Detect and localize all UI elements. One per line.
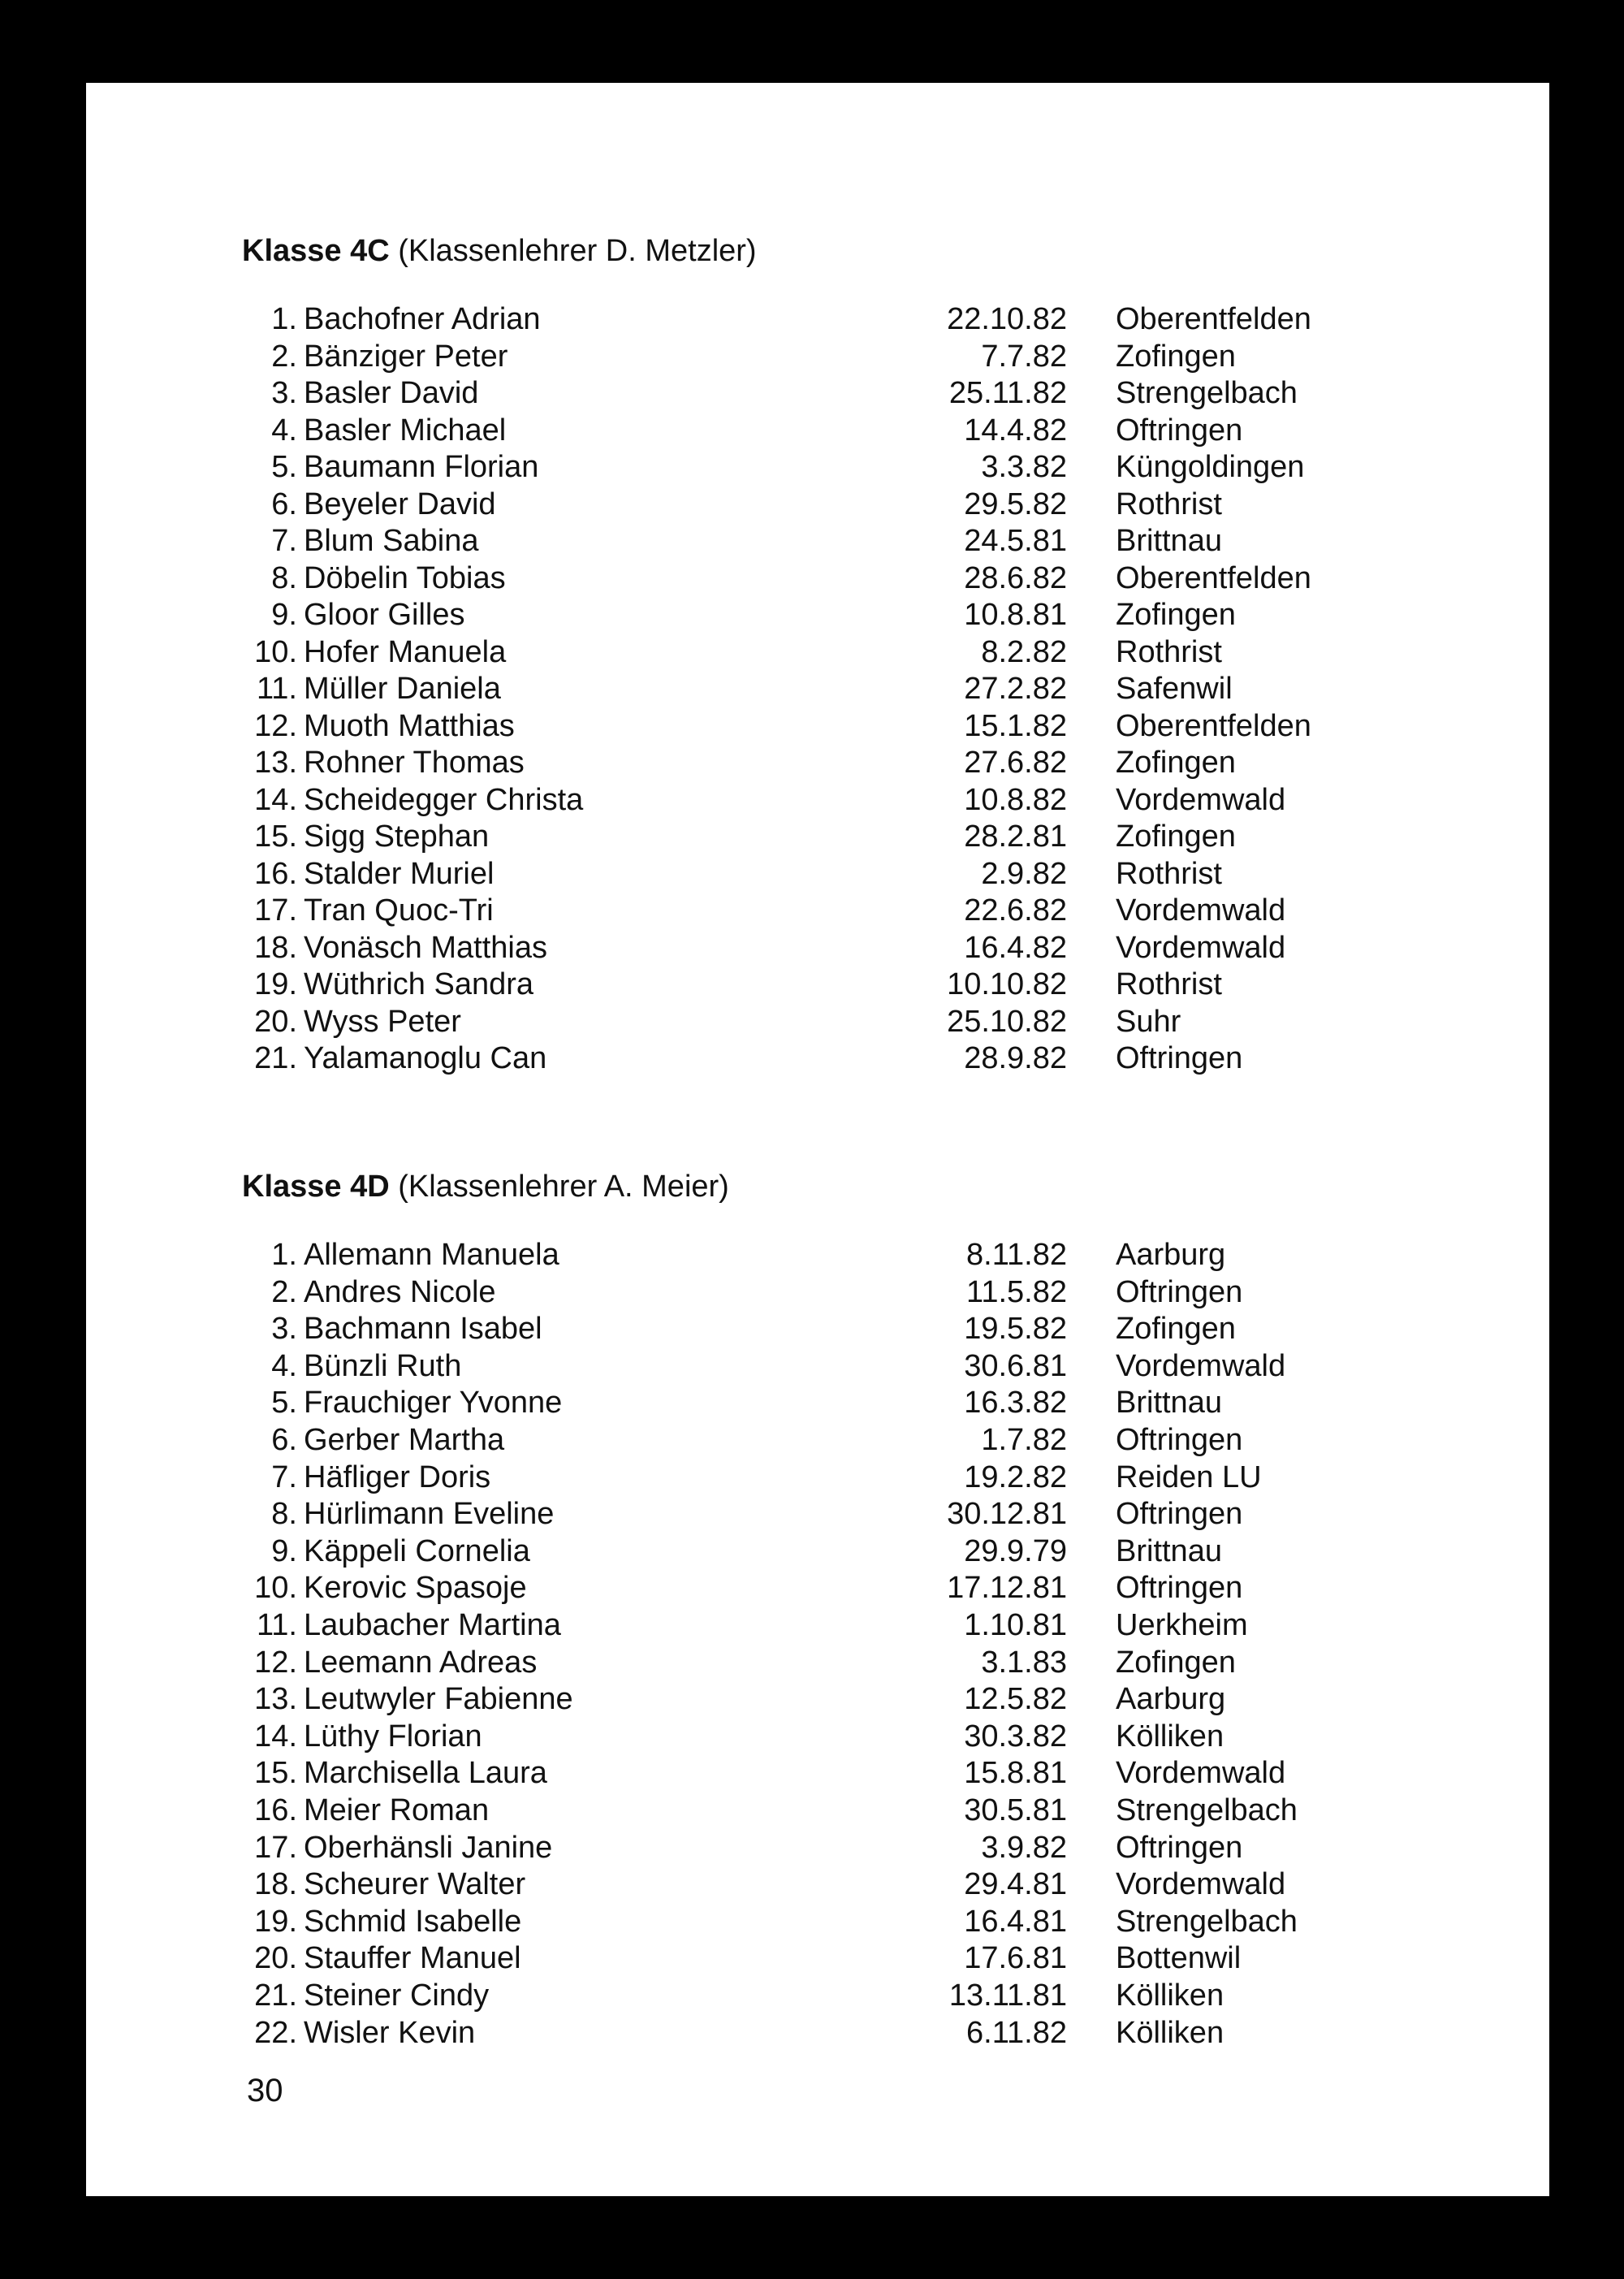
student-row [86,2016,1549,2052]
birth-date: 15.1.82 [964,708,1067,743]
row-number: 14. [254,782,297,817]
birth-date: 1.10.81 [964,1608,1067,1642]
student-name: Leemann Adreas [304,1645,538,1680]
row-number: 2. [271,339,297,374]
student-row [86,783,1549,819]
home-town: Oftringen [1116,1571,1243,1606]
student-name: Laubacher Martina [304,1608,561,1642]
student-name: Bünzli Ruth [304,1348,462,1383]
row-number: 6. [271,1423,297,1457]
student-name: Vonäsch Matthias [304,930,547,965]
student-row [86,1941,1549,1978]
row-number: 13. [254,746,297,780]
student-row [86,857,1549,893]
student-name: Sigg Stephan [304,819,490,854]
section-subtitle: (Klassenlehrer D. Metzler) [398,234,757,268]
birth-date: 27.6.82 [964,746,1067,780]
birth-date: 24.5.81 [964,524,1067,558]
student-name: Käppeli Cornelia [304,1533,530,1568]
student-name: Steiner Cindy [304,1978,490,2013]
student-row [86,1756,1549,1792]
student-name: Stauffer Manuel [304,1941,521,1976]
home-town: Vordemwald [1116,1756,1286,1791]
row-number: 8. [271,1497,297,1532]
student-name: Lüthy Florian [304,1719,482,1754]
student-name: Baumann Florian [304,450,539,484]
birth-date: 15.8.81 [964,1756,1067,1791]
birth-date: 16.4.82 [964,930,1067,965]
section-title: Klasse 4D [242,1170,390,1204]
home-town: Aarburg [1116,1682,1226,1717]
section-title: Klasse 4C [242,234,390,268]
row-number: 1. [271,302,297,336]
home-town: Vordemwald [1116,930,1286,965]
row-number: 18. [254,930,297,965]
birth-date: 10.8.81 [964,598,1067,632]
student-row [86,1275,1549,1312]
student-row [86,1534,1549,1571]
document-page [86,83,1549,2196]
row-number: 9. [271,598,297,632]
home-town: Zofingen [1116,339,1236,374]
row-number: 16. [254,856,297,891]
home-town: Oberentfelden [1116,560,1311,595]
row-number: 10. [254,1571,297,1606]
student-name: Schmid Isabelle [304,1904,522,1939]
birth-date: 8.2.82 [981,634,1067,669]
birth-date: 3.9.82 [981,1830,1067,1865]
student-name: Müller Daniela [304,672,501,706]
student-row [86,1497,1549,1533]
student-row [86,635,1549,672]
home-town: Küngoldingen [1116,450,1305,484]
student-row [86,302,1549,339]
student-name: Basler David [304,376,479,410]
student-row [86,487,1549,524]
row-number: 18. [254,1867,297,1902]
row-number: 16. [254,1793,297,1827]
birth-date: 29.5.82 [964,487,1067,521]
home-town: Zofingen [1116,746,1236,780]
birth-date: 25.10.82 [947,1004,1067,1039]
student-row [86,1682,1549,1719]
birth-date: 17.6.81 [964,1941,1067,1976]
student-row [86,967,1549,1004]
student-name: Muoth Matthias [304,708,515,743]
birth-date: 30.6.81 [964,1348,1067,1383]
home-town: Vordemwald [1116,1867,1286,1902]
row-number: 3. [271,1312,297,1347]
birth-date: 17.12.81 [947,1571,1067,1606]
birth-date: 22.10.82 [947,302,1067,336]
home-town: Kölliken [1116,1719,1224,1754]
student-name: Meier Roman [304,1793,490,1827]
row-number: 20. [254,1941,297,1976]
student-name: Basler Michael [304,413,507,448]
row-number: 8. [271,560,297,595]
home-town: Kölliken [1116,2015,1224,2050]
row-number: 14. [254,1719,297,1754]
row-number: 2. [271,1274,297,1309]
student-name: Wyss Peter [304,1004,461,1039]
row-number: 4. [271,1348,297,1383]
birth-date: 30.3.82 [964,1719,1067,1754]
student-row [86,1831,1549,1867]
home-town: Oberentfelden [1116,302,1311,336]
student-name: Blum Sabina [304,524,479,558]
home-town: Zofingen [1116,819,1236,854]
student-row [86,931,1549,967]
birth-date: 27.2.82 [964,672,1067,706]
row-number: 3. [271,376,297,410]
birth-date: 22.6.82 [964,893,1067,928]
student-name: Wisler Kevin [304,2015,476,2050]
home-town: Oftringen [1116,1830,1243,1865]
birth-date: 29.4.81 [964,1867,1067,1902]
home-town: Bottenwil [1116,1941,1242,1976]
row-number: 7. [271,1460,297,1494]
row-number: 12. [254,708,297,743]
birth-date: 10.10.82 [947,967,1067,1001]
student-row [86,1460,1549,1497]
student-name: Leutwyler Fabienne [304,1682,573,1717]
home-town: Vordemwald [1116,1348,1286,1383]
birth-date: 30.12.81 [947,1497,1067,1532]
home-town: Brittnau [1116,1533,1222,1568]
row-number: 21. [254,1041,297,1075]
birth-date: 25.11.82 [948,376,1067,410]
home-town: Oftringen [1116,1423,1243,1457]
birth-date: 7.7.82 [981,339,1067,374]
student-row [86,819,1549,856]
birth-date: 19.2.82 [964,1460,1067,1494]
home-town: Oftringen [1116,1041,1243,1075]
home-town: Zofingen [1116,1645,1236,1680]
student-row [86,1645,1549,1682]
birth-date: 13.11.81 [948,1978,1067,2013]
student-row [86,376,1549,413]
row-number: 1. [271,1238,297,1272]
home-town: Uerkheim [1116,1608,1248,1642]
home-town: Zofingen [1116,598,1236,632]
home-town: Vordemwald [1116,782,1286,817]
student-row [86,1312,1549,1348]
row-number: 22. [254,2015,297,2050]
home-town: Rothrist [1116,967,1222,1001]
row-number: 6. [271,487,297,521]
birth-date: 14.4.82 [964,413,1067,448]
student-name: Allemann Manuela [304,1238,559,1272]
section-subtitle: (Klassenlehrer A. Meier) [398,1170,729,1204]
student-name: Marchisella Laura [304,1756,547,1791]
student-name: Hürlimann Eveline [304,1497,555,1532]
student-row [86,450,1549,487]
student-name: Scheidegger Christa [304,782,584,817]
birth-date: 6.11.82 [966,2015,1067,2050]
home-town: Oftringen [1116,413,1243,448]
home-town: Suhr [1116,1004,1181,1039]
student-name: Frauchiger Yvonne [304,1386,563,1421]
row-number: 20. [254,1004,297,1039]
row-number: 15. [254,819,297,854]
birth-date: 29.9.79 [964,1533,1067,1568]
home-town: Strengelbach [1116,1793,1298,1827]
student-name: Andres Nicole [304,1274,496,1309]
birth-date: 3.1.83 [981,1645,1067,1680]
student-row [86,1978,1549,2015]
student-row [86,709,1549,746]
birth-date: 28.6.82 [964,560,1067,595]
student-row [86,1041,1549,1078]
home-town: Oberentfelden [1116,708,1311,743]
student-name: Tran Quoc-Tri [304,893,494,928]
student-row [86,1238,1549,1274]
row-number: 11. [256,672,297,706]
student-name: Wüthrich Sandra [304,967,534,1001]
birth-date: 16.3.82 [964,1386,1067,1421]
student-name: Hofer Manuela [304,634,507,669]
home-town: Safenwil [1116,672,1233,706]
row-number: 5. [271,450,297,484]
student-name: Rohner Thomas [304,746,525,780]
home-town: Brittnau [1116,1386,1222,1421]
birth-date: 19.5.82 [964,1312,1067,1347]
section-heading [242,234,757,269]
student-row [86,893,1549,930]
student-name: Oberhänsli Janine [304,1830,553,1865]
student-row [86,413,1549,450]
page-number: 30 [247,2073,283,2108]
birth-date: 28.2.81 [964,819,1067,854]
home-town: Brittnau [1116,524,1222,558]
row-number: 19. [254,967,297,1001]
birth-date: 2.9.82 [981,856,1067,891]
row-number: 10. [254,634,297,669]
row-number: 21. [254,1978,297,2013]
home-town: Aarburg [1116,1238,1226,1272]
birth-date: 30.5.81 [964,1793,1067,1827]
student-row [86,1867,1549,1904]
row-number: 19. [254,1904,297,1939]
student-name: Kerovic Spasoje [304,1571,527,1606]
birth-date: 12.5.82 [964,1682,1067,1717]
home-town: Kölliken [1116,1978,1224,2013]
student-name: Yalamanoglu Can [304,1041,547,1075]
student-name: Stalder Muriel [304,856,495,891]
home-town: Vordemwald [1116,893,1286,928]
home-town: Oftringen [1116,1497,1243,1532]
home-town: Rothrist [1116,856,1222,891]
birth-date: 16.4.81 [964,1904,1067,1939]
student-row [86,1719,1549,1756]
student-row [86,1571,1549,1607]
student-name: Gerber Martha [304,1423,505,1457]
student-row [86,598,1549,634]
home-town: Rothrist [1116,634,1222,669]
row-number: 17. [254,893,297,928]
birth-date: 3.3.82 [981,450,1067,484]
student-name: Beyeler David [304,487,496,521]
student-row [86,1905,1549,1941]
student-name: Döbelin Tobias [304,560,506,595]
home-town: Rothrist [1116,487,1222,521]
row-number: 11. [256,1608,297,1642]
student-row [86,561,1549,598]
student-row [86,339,1549,376]
student-name: Bachmann Isabel [304,1312,542,1347]
row-number: 7. [271,524,297,558]
student-row [86,1386,1549,1422]
row-number: 5. [271,1386,297,1421]
home-town: Strengelbach [1116,376,1298,410]
student-row [86,1423,1549,1460]
student-row [86,524,1549,560]
student-row [86,1349,1549,1386]
home-town: Reiden LU [1116,1460,1262,1494]
row-number: 12. [254,1645,297,1680]
home-town: Zofingen [1116,1312,1236,1347]
birth-date: 11.5.82 [966,1274,1067,1309]
row-number: 9. [271,1533,297,1568]
student-row [86,1005,1549,1041]
student-name: Bachofner Adrian [304,302,541,336]
birth-date: 1.7.82 [981,1423,1067,1457]
birth-date: 10.8.82 [964,782,1067,817]
row-number: 15. [254,1756,297,1791]
row-number: 17. [254,1830,297,1865]
student-row [86,1608,1549,1645]
section-heading [242,1170,729,1204]
birth-date: 28.9.82 [964,1041,1067,1075]
student-row [86,746,1549,782]
student-row [86,1793,1549,1830]
birth-date: 8.11.82 [966,1238,1067,1272]
home-town: Oftringen [1116,1274,1243,1309]
student-row [86,672,1549,708]
student-name: Häfliger Doris [304,1460,491,1494]
student-name: Gloor Gilles [304,598,465,632]
home-town: Strengelbach [1116,1904,1298,1939]
student-name: Bänziger Peter [304,339,508,374]
row-number: 13. [254,1682,297,1717]
student-name: Scheurer Walter [304,1867,526,1902]
row-number: 4. [271,413,297,448]
